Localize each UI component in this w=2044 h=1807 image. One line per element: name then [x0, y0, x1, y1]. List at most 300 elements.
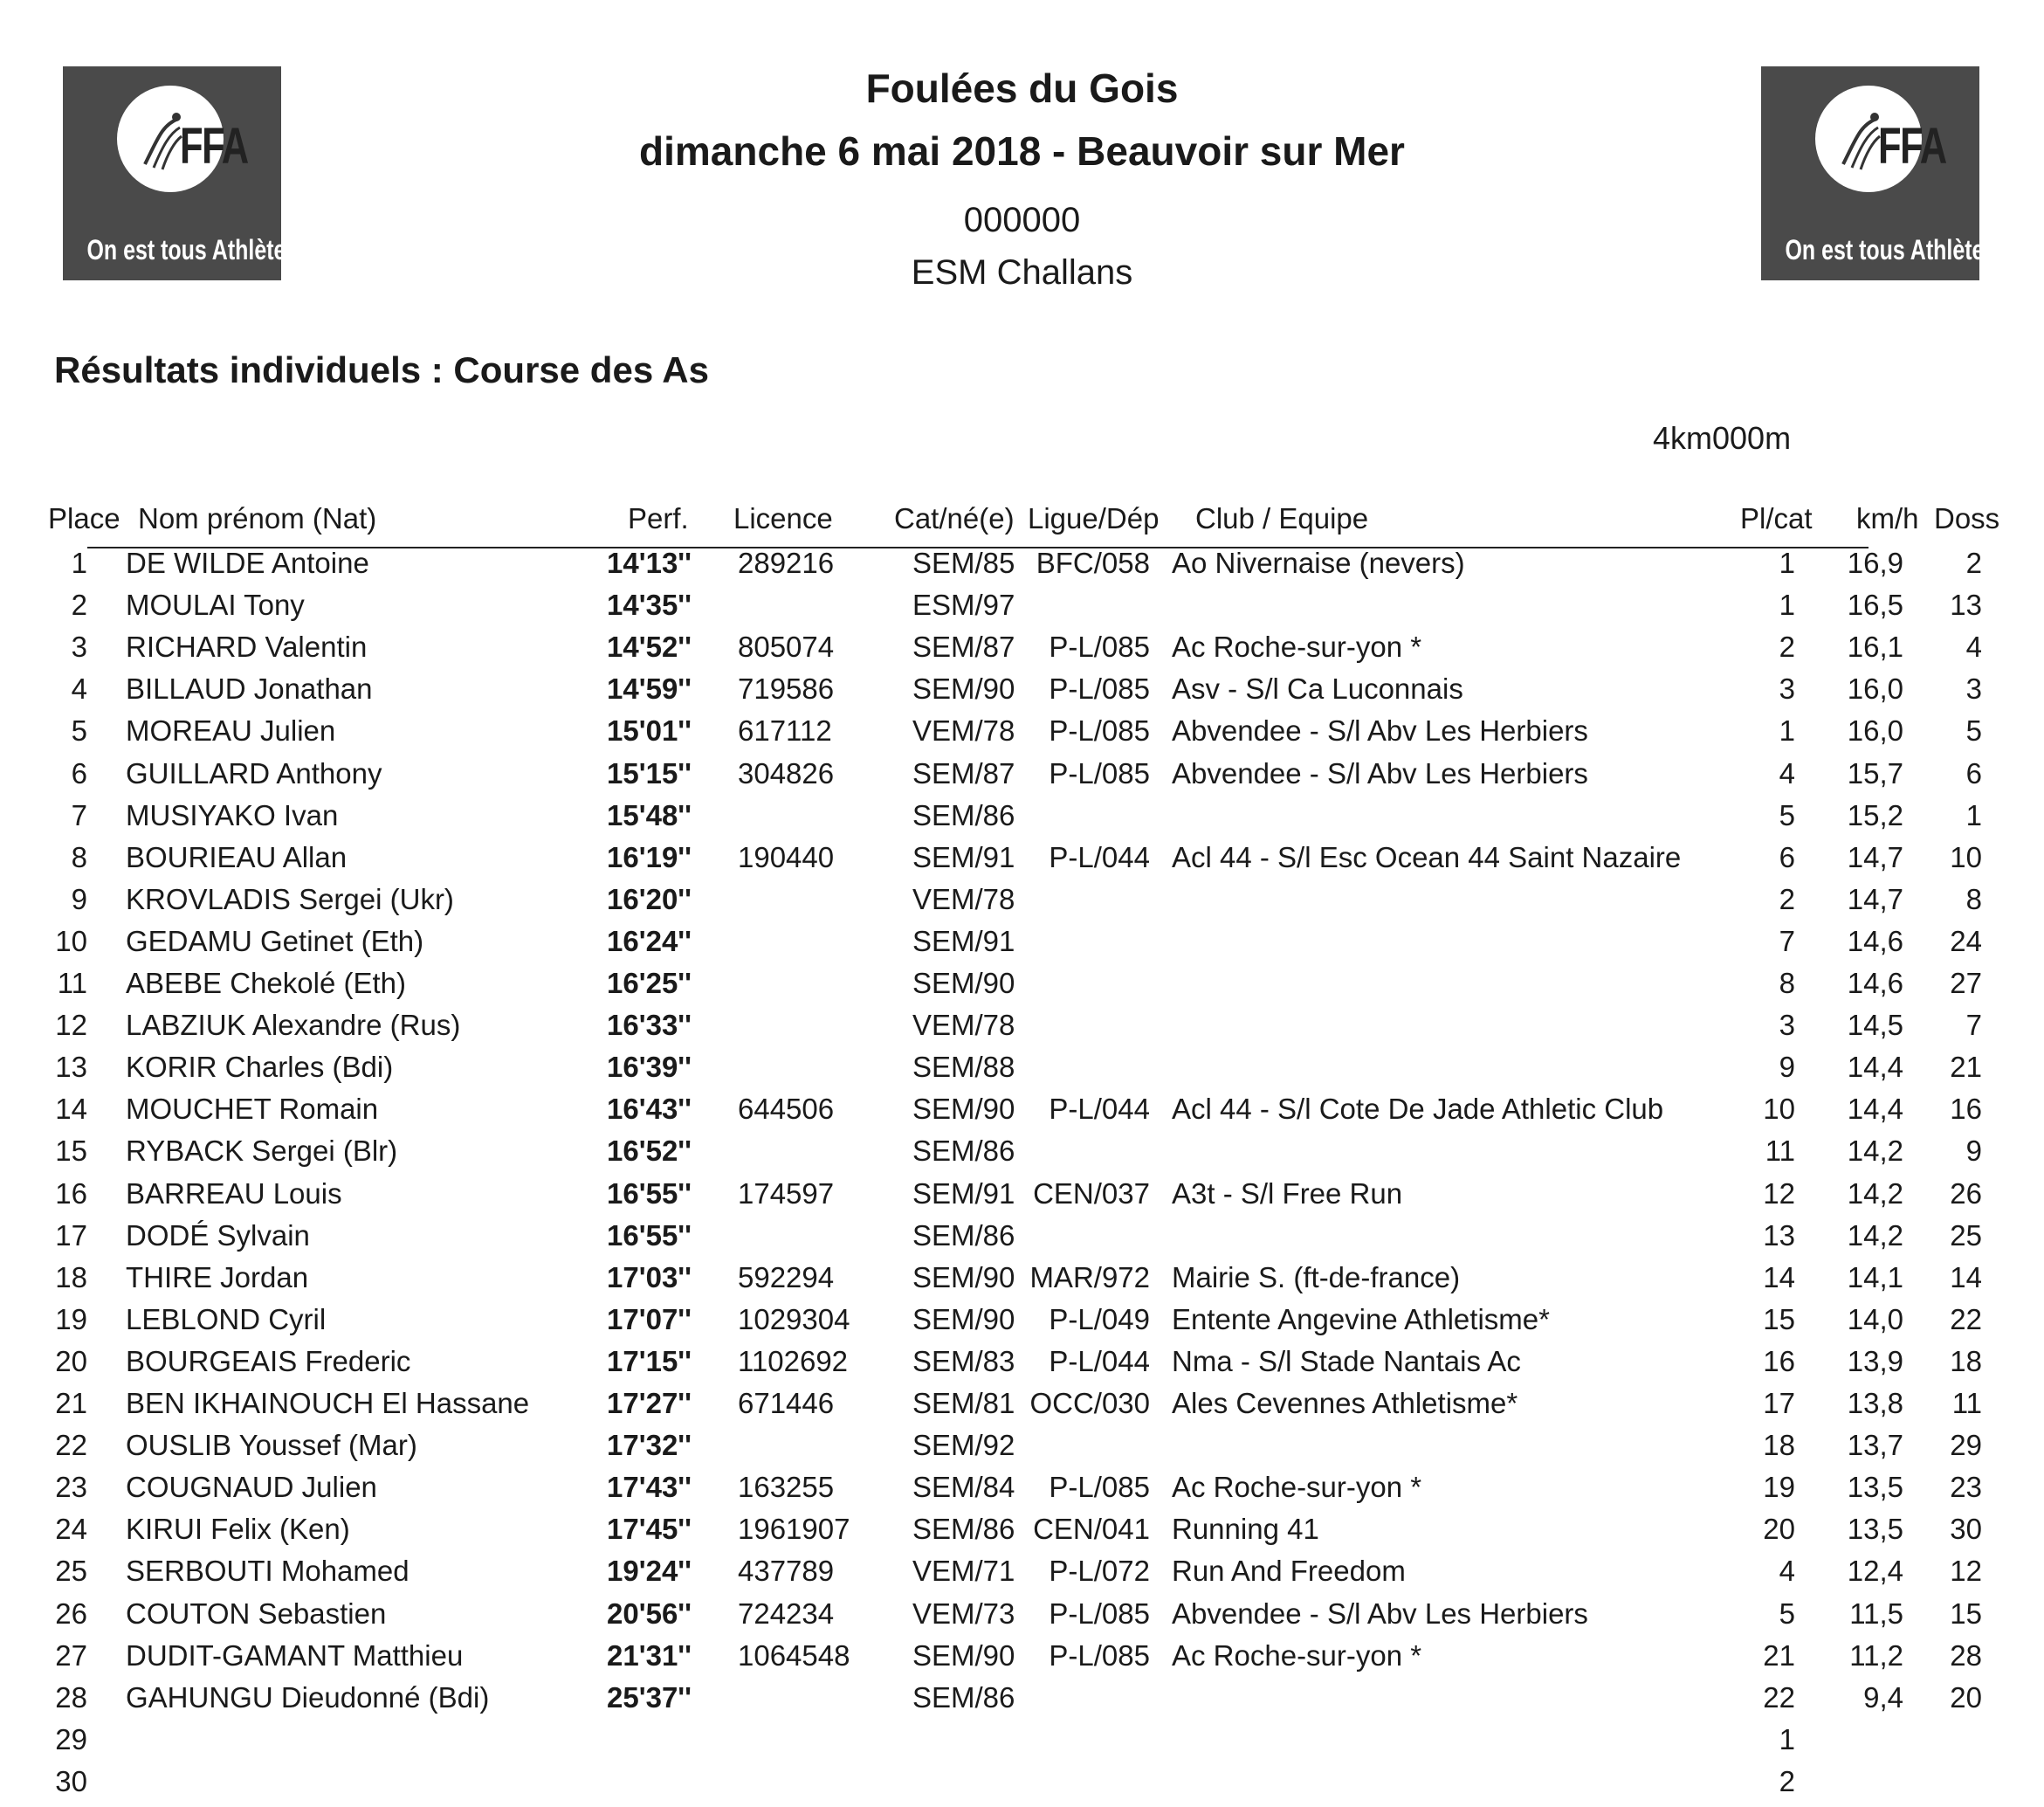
cell-perf: 16'55'' [607, 1177, 692, 1210]
cell-place: 3 [71, 631, 87, 663]
col-plcat: Pl/cat [1740, 502, 1813, 535]
cell-place: 1 [71, 547, 87, 579]
cell-doss: 22 [1950, 1303, 1982, 1335]
cell-name: BOURGEAIS Frederic [126, 1345, 411, 1377]
cell-plcat: 21 [1763, 1639, 1795, 1672]
cell-cat: VEM/78 [912, 714, 1015, 747]
cell-ligue: P-L/085 [1049, 1639, 1150, 1672]
cell-ligue: P-L/072 [1049, 1555, 1150, 1587]
cell-name: RICHARD Valentin [126, 631, 368, 663]
cell-plcat: 2 [1779, 883, 1795, 915]
cell-doss: 13 [1950, 589, 1982, 621]
cell-kmh: 14,2 [1847, 1135, 1903, 1167]
cell-ligue: P-L/049 [1049, 1303, 1150, 1335]
cell-plcat: 18 [1763, 1429, 1795, 1461]
cell-doss: 9 [1965, 1135, 1982, 1167]
cell-name: DE WILDE Antoine [126, 547, 369, 579]
col-ligue: Ligue/Dép [1028, 502, 1160, 535]
cell-club: Asv - S/l Ca Luconnais [1172, 672, 1463, 705]
cell-club: Abvendee - S/l Abv Les Herbiers [1172, 714, 1588, 747]
cell-place: 21 [55, 1387, 87, 1419]
cell-plcat: 5 [1779, 799, 1795, 831]
cell-cat: SEM/86 [912, 1513, 1015, 1545]
cell-kmh: 16,0 [1847, 714, 1903, 747]
cell-club: Abvendee - S/l Abv Les Herbiers [1172, 757, 1588, 790]
cell-club: Abvendee - S/l Abv Les Herbiers [1172, 1597, 1588, 1630]
cell-kmh: 13,7 [1847, 1429, 1903, 1461]
cell-kmh: 11,5 [1849, 1597, 1903, 1630]
cell-licence: 163255 [738, 1471, 835, 1503]
cell-club: A3t - S/l Free Run [1172, 1177, 1403, 1210]
cell-kmh: 15,7 [1847, 757, 1903, 790]
table-row [0, 1051, 2044, 1093]
cell-kmh: 14,4 [1847, 1051, 1903, 1083]
cell-kmh: 14,2 [1847, 1219, 1903, 1252]
table-row [0, 925, 2044, 967]
cell-ligue: MAR/972 [1029, 1261, 1150, 1293]
cell-doss: 6 [1965, 757, 1982, 790]
cell-club: Ao Nivernaise (nevers) [1172, 547, 1465, 579]
cell-plcat: 17 [1763, 1387, 1795, 1419]
cell-kmh: 13,5 [1847, 1513, 1903, 1545]
table-row [0, 1765, 2044, 1807]
table-row [0, 672, 2044, 714]
cell-plcat: 2 [1779, 1765, 1795, 1797]
cell-licence: 190440 [738, 841, 835, 873]
table-row [0, 1471, 2044, 1513]
cell-ligue: P-L/044 [1049, 841, 1150, 873]
ffa-tagline: On est tous Athlètes [86, 234, 299, 266]
cell-perf: 16'20'' [607, 883, 692, 915]
table-row [0, 631, 2044, 672]
cell-perf: 17'15'' [607, 1345, 692, 1377]
cell-place: 9 [71, 883, 87, 915]
cell-licence: 671446 [738, 1387, 835, 1419]
cell-place: 25 [55, 1555, 87, 1587]
cell-kmh: 13,5 [1847, 1471, 1903, 1503]
cell-name: GAHUNGU Dieudonné (Bdi) [126, 1681, 490, 1714]
cell-licence: 1102692 [738, 1345, 849, 1377]
cell-cat: SEM/87 [912, 757, 1015, 790]
cell-doss: 28 [1950, 1639, 1982, 1672]
table-row [0, 967, 2044, 1009]
cell-cat: SEM/91 [912, 1177, 1015, 1210]
cell-licence: 592294 [738, 1261, 835, 1293]
cell-plcat: 22 [1763, 1681, 1795, 1714]
cell-cat: SEM/90 [912, 967, 1015, 999]
cell-name: DODÉ Sylvain [126, 1219, 310, 1252]
table-row [0, 1429, 2044, 1471]
cell-place: 16 [55, 1177, 87, 1210]
cell-licence: 617112 [738, 714, 832, 747]
cell-cat: SEM/87 [912, 631, 1015, 663]
cell-cat: VEM/78 [912, 883, 1015, 915]
cell-place: 6 [71, 757, 87, 790]
cell-kmh: 11,2 [1849, 1639, 1903, 1672]
cell-kmh: 14,7 [1847, 883, 1903, 915]
cell-licence: 437789 [738, 1555, 835, 1587]
table-row [0, 1555, 2044, 1597]
cell-kmh: 13,9 [1847, 1345, 1903, 1377]
cell-name: MOUCHET Romain [126, 1093, 379, 1125]
cell-perf: 16'19'' [607, 841, 692, 873]
cell-kmh: 14,0 [1847, 1303, 1903, 1335]
cell-name: BEN IKHAINOUCH El Hassane [126, 1387, 530, 1419]
cell-perf: 16'25'' [607, 967, 692, 999]
cell-perf: 16'33'' [607, 1009, 692, 1041]
cell-name: KIRUI Felix (Ken) [126, 1513, 350, 1545]
cell-cat: SEM/90 [912, 1261, 1015, 1293]
cell-place: 30 [55, 1765, 87, 1797]
cell-doss: 2 [1965, 547, 1982, 579]
cell-plcat: 7 [1779, 925, 1795, 957]
cell-doss: 4 [1965, 631, 1982, 663]
cell-place: 11 [57, 967, 87, 999]
cell-plcat: 13 [1763, 1219, 1795, 1252]
cell-place: 13 [55, 1051, 87, 1083]
cell-kmh: 16,1 [1847, 631, 1903, 663]
ffa-brand-text: FFA [180, 118, 248, 175]
cell-perf: 16'43'' [607, 1093, 692, 1125]
cell-place: 12 [55, 1009, 87, 1041]
cell-cat: SEM/90 [912, 1639, 1015, 1672]
cell-plcat: 6 [1779, 841, 1795, 873]
cell-perf: 16'39'' [607, 1051, 692, 1083]
race-distance: 4km000m [1653, 420, 1792, 456]
cell-perf: 16'24'' [607, 925, 692, 957]
section-title: Résultats individuels : Course des As [54, 349, 709, 390]
cell-plcat: 5 [1779, 1597, 1795, 1630]
cell-plcat: 11 [1765, 1135, 1795, 1167]
cell-plcat: 15 [1763, 1303, 1795, 1335]
cell-perf: 15'15'' [607, 757, 692, 790]
cell-cat: VEM/78 [912, 1009, 1015, 1041]
cell-ligue: CEN/037 [1033, 1177, 1150, 1210]
cell-perf: 14'13'' [607, 547, 692, 579]
cell-kmh: 16,5 [1847, 589, 1903, 621]
cell-plcat: 16 [1763, 1345, 1795, 1377]
cell-cat: SEM/90 [912, 1303, 1015, 1335]
cell-place: 5 [71, 714, 87, 747]
cell-name: KORIR Charles (Bdi) [126, 1051, 394, 1083]
cell-doss: 24 [1950, 925, 1982, 957]
cell-club: Mairie S. (ft-de-france) [1172, 1261, 1461, 1293]
cell-ligue: P-L/044 [1049, 1093, 1150, 1125]
cell-ligue: P-L/085 [1049, 672, 1150, 705]
cell-cat: SEM/91 [912, 925, 1015, 957]
cell-place: 27 [55, 1639, 87, 1672]
cell-ligue: P-L/085 [1049, 631, 1150, 663]
cell-doss: 26 [1950, 1177, 1982, 1210]
cell-perf: 21'31'' [607, 1639, 692, 1672]
cell-kmh: 14,4 [1847, 1093, 1903, 1125]
cell-name: COUTON Sebastien [126, 1597, 387, 1630]
cell-doss: 7 [1965, 1009, 1982, 1041]
cell-perf: 14'59'' [607, 672, 692, 705]
cell-cat: VEM/73 [912, 1597, 1015, 1630]
cell-club: Entente Angevine Athletisme* [1172, 1303, 1550, 1335]
cell-kmh: 15,2 [1847, 799, 1903, 831]
cell-name: MOREAU Julien [126, 714, 336, 747]
cell-cat: SEM/81 [912, 1387, 1015, 1419]
cell-perf: 14'35'' [607, 589, 692, 621]
col-licence: Licence [733, 502, 833, 535]
cell-plcat: 8 [1779, 967, 1795, 999]
cell-place: 23 [55, 1471, 87, 1503]
cell-doss: 18 [1950, 1345, 1982, 1377]
cell-place: 4 [71, 672, 87, 705]
cell-name: DUDIT-GAMANT Matthieu [126, 1639, 464, 1672]
cell-ligue: CEN/041 [1033, 1513, 1150, 1545]
cell-perf: 17'32'' [607, 1429, 692, 1461]
table-row [0, 1303, 2044, 1345]
table-row [0, 1513, 2044, 1555]
cell-cat: SEM/86 [912, 799, 1015, 831]
cell-doss: 21 [1950, 1051, 1982, 1083]
cell-club: Ac Roche-sur-yon * [1172, 1639, 1422, 1672]
cell-licence: 644506 [738, 1093, 835, 1125]
cell-plcat: 14 [1763, 1261, 1795, 1293]
cell-plcat: 20 [1763, 1513, 1795, 1545]
cell-licence: 1064548 [738, 1639, 850, 1672]
cell-place: 24 [55, 1513, 87, 1545]
cell-perf: 17'45'' [607, 1513, 692, 1545]
cell-name: RYBACK Sergei (Blr) [126, 1135, 398, 1167]
table-row [0, 799, 2044, 841]
cell-cat: SEM/83 [912, 1345, 1015, 1377]
cell-place: 29 [55, 1723, 87, 1755]
table-row [0, 1135, 2044, 1176]
cell-name: GUILLARD Anthony [126, 757, 382, 790]
cell-plcat: 10 [1763, 1093, 1795, 1125]
cell-plcat: 9 [1779, 1051, 1795, 1083]
cell-perf: 19'24'' [607, 1555, 692, 1587]
cell-plcat: 1 [1779, 589, 1795, 621]
cell-plcat: 3 [1779, 1009, 1795, 1041]
cell-kmh: 9,4 [1863, 1681, 1903, 1714]
cell-perf: 15'48'' [607, 799, 692, 831]
col-kmh: km/h [1856, 502, 1919, 535]
cell-name: LABZIUK Alexandre (Rus) [126, 1009, 461, 1041]
cell-licence: 289216 [738, 547, 835, 579]
cell-kmh: 14,2 [1847, 1177, 1903, 1210]
cell-name: ABEBE Chekolé (Eth) [126, 967, 406, 999]
cell-licence: 724234 [738, 1597, 835, 1630]
cell-ligue: OCC/030 [1029, 1387, 1150, 1419]
cell-name: COUGNAUD Julien [126, 1471, 377, 1503]
cell-cat: SEM/85 [912, 547, 1015, 579]
cell-perf: 17'07'' [607, 1303, 692, 1335]
cell-name: MOULAI Tony [126, 589, 305, 621]
table-row [0, 1639, 2044, 1681]
col-doss: Doss [1934, 502, 2000, 535]
cell-cat: SEM/86 [912, 1219, 1015, 1252]
table-row [0, 883, 2044, 925]
cell-doss: 11 [1951, 1387, 1982, 1419]
cell-kmh: 14,6 [1847, 925, 1903, 957]
cell-club: Acl 44 - S/l Esc Ocean 44 Saint Nazaire [1172, 841, 1682, 873]
cell-perf: 17'43'' [607, 1471, 692, 1503]
col-place: Place [48, 502, 120, 535]
cell-club: Nma - S/l Stade Nantais Ac [1172, 1345, 1521, 1377]
table-row [0, 841, 2044, 883]
cell-place: 28 [55, 1681, 87, 1714]
cell-perf: 17'03'' [607, 1261, 692, 1293]
col-perf: Perf. [628, 502, 689, 535]
cell-plcat: 1 [1779, 1723, 1795, 1755]
ffa-brand-text: FFA [1878, 118, 1946, 175]
cell-licence: 719586 [738, 672, 835, 705]
cell-plcat: 1 [1779, 714, 1795, 747]
cell-perf: 15'01'' [607, 714, 692, 747]
cell-place: 15 [55, 1135, 87, 1167]
cell-name: OUSLIB Youssef (Mar) [126, 1429, 417, 1461]
cell-place: 18 [55, 1261, 87, 1293]
cell-place: 8 [71, 841, 87, 873]
cell-doss: 15 [1950, 1597, 1982, 1630]
col-name: Nom prénom (Nat) [138, 502, 377, 535]
cell-licence: 304826 [738, 757, 835, 790]
cell-cat: SEM/86 [912, 1135, 1015, 1167]
cell-kmh: 14,5 [1847, 1009, 1903, 1041]
table-row [0, 1345, 2044, 1387]
table-row [0, 547, 2044, 589]
cell-place: 19 [55, 1303, 87, 1335]
cell-doss: 23 [1950, 1471, 1982, 1503]
cell-place: 20 [55, 1345, 87, 1377]
cell-cat: SEM/90 [912, 1093, 1015, 1125]
cell-perf: 14'52'' [607, 631, 692, 663]
cell-licence: 805074 [738, 631, 835, 663]
cell-plcat: 4 [1779, 1555, 1795, 1587]
cell-place: 17 [55, 1219, 87, 1252]
cell-cat: SEM/86 [912, 1681, 1015, 1714]
cell-doss: 14 [1950, 1261, 1982, 1293]
table-row [0, 1219, 2044, 1261]
cell-cat: ESM/97 [912, 589, 1015, 621]
cell-name: THIRE Jordan [126, 1261, 309, 1293]
cell-name: GEDAMU Getinet (Eth) [126, 925, 424, 957]
table-row [0, 757, 2044, 799]
cell-perf: 16'52'' [607, 1135, 692, 1167]
cell-ligue: P-L/085 [1049, 1471, 1150, 1503]
cell-name: MUSIYAKO Ivan [126, 799, 339, 831]
cell-club: Ac Roche-sur-yon * [1172, 1471, 1422, 1503]
cell-cat: SEM/90 [912, 672, 1015, 705]
cell-name: SERBOUTI Mohamed [126, 1555, 409, 1587]
cell-club: Acl 44 - S/l Cote De Jade Athletic Club [1172, 1093, 1664, 1125]
table-row [0, 1597, 2044, 1639]
cell-kmh: 12,4 [1847, 1555, 1903, 1587]
cell-doss: 5 [1965, 714, 1982, 747]
event-title: Foulées du Gois [865, 66, 1179, 111]
cell-plcat: 1 [1779, 547, 1795, 579]
cell-doss: 1 [1965, 799, 1982, 831]
table-row [0, 589, 2044, 631]
cell-cat: SEM/92 [912, 1429, 1015, 1461]
cell-place: 22 [55, 1429, 87, 1461]
cell-kmh: 14,7 [1847, 841, 1903, 873]
cell-place: 2 [71, 589, 87, 621]
cell-doss: 30 [1950, 1513, 1982, 1545]
ffa-tagline: On est tous Athlètes [1785, 234, 1997, 266]
cell-ligue: BFC/058 [1036, 547, 1150, 579]
event-code: 000000 [963, 201, 1081, 239]
cell-club: Running 41 [1172, 1513, 1319, 1545]
table-row [0, 1261, 2044, 1303]
table-row [0, 1387, 2044, 1429]
table-row [0, 1093, 2044, 1135]
cell-plcat: 12 [1763, 1177, 1795, 1210]
cell-cat: VEM/71 [912, 1555, 1015, 1587]
cell-plcat: 2 [1779, 631, 1795, 663]
col-club: Club / Equipe [1195, 502, 1369, 535]
event-subtitle: dimanche 6 mai 2018 - Beauvoir sur Mer [639, 128, 1405, 174]
table-row [0, 1009, 2044, 1051]
cell-name: KROVLADIS Sergei (Ukr) [126, 883, 454, 915]
cell-place: 26 [55, 1597, 87, 1630]
cell-ligue: P-L/085 [1049, 1597, 1150, 1630]
table-row [0, 1681, 2044, 1723]
table-row [0, 1723, 2044, 1765]
cell-licence: 1961907 [738, 1513, 850, 1545]
cell-kmh: 13,8 [1847, 1387, 1903, 1419]
cell-club: Ales Cevennes Athletisme* [1172, 1387, 1518, 1419]
cell-kmh: 14,1 [1847, 1261, 1903, 1293]
cell-name: BILLAUD Jonathan [126, 672, 373, 705]
cell-place: 7 [71, 799, 87, 831]
table-row [0, 1177, 2044, 1219]
cell-perf: 25'37'' [607, 1681, 692, 1714]
cell-plcat: 4 [1779, 757, 1795, 790]
cell-doss: 16 [1950, 1093, 1982, 1125]
cell-perf: 16'55'' [607, 1219, 692, 1252]
cell-name: LEBLOND Cyril [126, 1303, 327, 1335]
cell-doss: 27 [1950, 967, 1982, 999]
cell-doss: 10 [1950, 841, 1982, 873]
cell-licence: 174597 [738, 1177, 835, 1210]
cell-cat: SEM/88 [912, 1051, 1015, 1083]
cell-place: 10 [55, 925, 87, 957]
cell-doss: 20 [1950, 1681, 1982, 1714]
cell-kmh: 14,6 [1847, 967, 1903, 999]
cell-name: BARREAU Louis [126, 1177, 342, 1210]
cell-plcat: 3 [1779, 672, 1795, 705]
cell-ligue: P-L/085 [1049, 714, 1150, 747]
cell-place: 14 [55, 1093, 87, 1125]
cell-kmh: 16,9 [1847, 547, 1903, 579]
cell-ligue: P-L/044 [1049, 1345, 1150, 1377]
cell-perf: 20'56'' [607, 1597, 692, 1630]
cell-doss: 3 [1965, 672, 1982, 705]
cell-doss: 29 [1950, 1429, 1982, 1461]
cell-ligue: P-L/085 [1049, 757, 1150, 790]
cell-licence: 1029304 [738, 1303, 850, 1335]
cell-doss: 8 [1965, 883, 1982, 915]
col-cat: Cat/né(e) [894, 502, 1015, 535]
cell-name: BOURIEAU Allan [126, 841, 348, 873]
cell-perf: 17'27'' [607, 1387, 692, 1419]
cell-club: Run And Freedom [1172, 1555, 1406, 1587]
cell-cat: SEM/91 [912, 841, 1015, 873]
organizer-club: ESM Challans [911, 253, 1133, 292]
cell-plcat: 19 [1763, 1471, 1795, 1503]
cell-doss: 12 [1950, 1555, 1982, 1587]
cell-cat: SEM/84 [912, 1471, 1015, 1503]
table-row [0, 714, 2044, 756]
cell-club: Ac Roche-sur-yon * [1172, 631, 1422, 663]
cell-doss: 25 [1950, 1219, 1982, 1252]
